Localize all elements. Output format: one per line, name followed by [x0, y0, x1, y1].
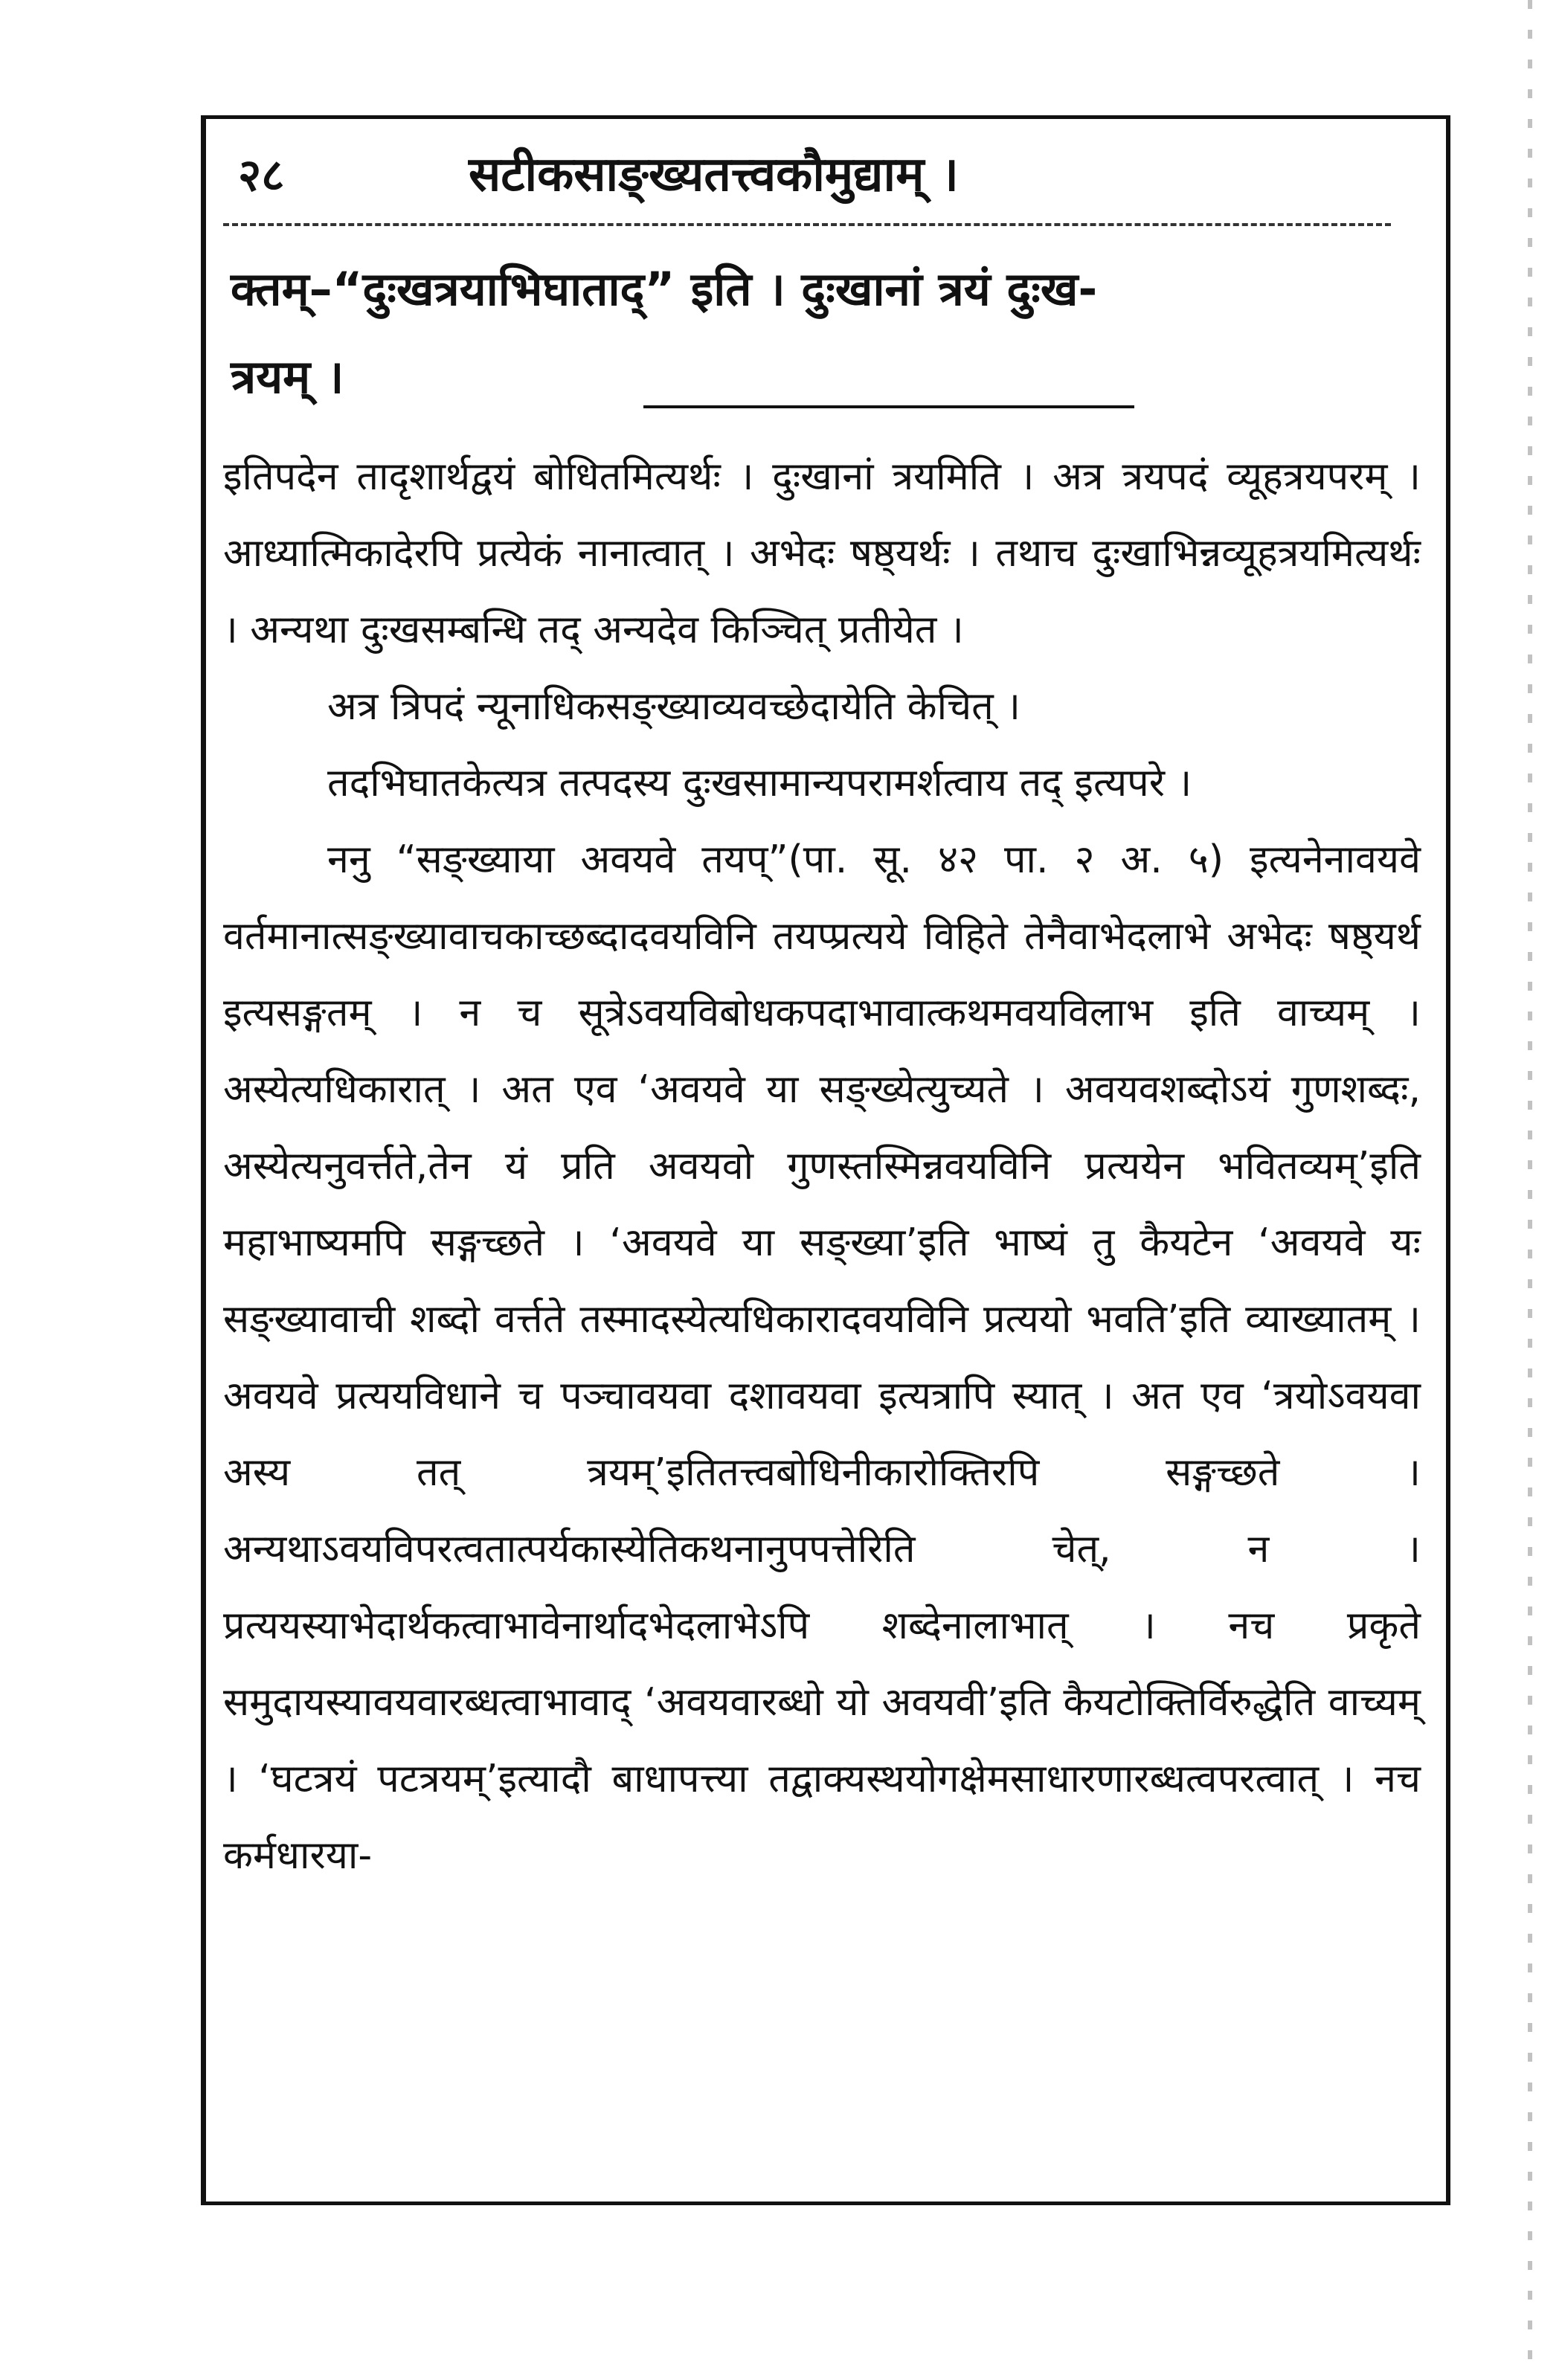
section-divider	[643, 405, 1134, 408]
page-number: २८	[238, 149, 285, 202]
commentary-body	[223, 439, 1421, 1894]
running-title: सटीकसाङ्ख्यतत्त्वकौमुद्याम् ।	[469, 147, 959, 202]
verse-line-2: त्रयम् ।	[231, 350, 344, 404]
commentary-paragraph: अत्र त्रिपदं न्यूनाधिकसङ्ख्याव्यवच्छेदायेति केचित् ।	[327, 684, 1021, 729]
commentary-paragraph: इतिपदेन तादृशार्थद्वयं बोधितमित्यर्थः । दुःखानां त्रयमिति । अत्र त्रयपदं व्यूहत्रयपरम् । आध्यात्मिकादेरपि प्रत्येकं नानात्वात् । अभेदः षष्ठ्यर्थः । तथाच दुःखाभिन्नव्यूहत्रयमित्यर्थः । अन्यथा दुःखसम्बन्धि तद् अन्यदेव किञ्चित् प्रतीयेत ।	[223, 454, 1421, 652]
header-divider	[223, 223, 1391, 226]
commentary-paragraph: ननु “सङ्ख्याया अवयवे तयप्”(पा. सू. ४२ पा. २ अ. ५) इत्यनेनावयवे वर्तमानात्सङ्ख्यावाचकाच्छब्दादवयविनि तयप्प्रत्यये विहिते तेनैवाभेदलाभे अभेदः षष्ठ्यर्थ इत्यसङ्गतम् । न च सूत्रेऽवयविबोधकपदाभावात्कथमवयविलाभ इति वाच्यम् । अस्येत्यधिकारात् । अत एव ‘अवयवे या सङ्ख्येत्युच्यते । अवयवशब्दोऽयं गुणशब्दः, अस्येत्यनुवर्त्तते,तेन यं प्रति अवयवो गुणस्तस्मिन्नवयविनि प्रत्ययेन भवितव्यम्’इति महाभाष्यमपि सङ्गच्छते । ‘अवयवे या सङ्ख्या’इति भाष्यं तु कैयटेन ‘अवयवे यः सङ्ख्यावाची शब्दो वर्त्तते तस्मादस्येत्यधिकारादवयविनि प्रत्ययो भवति’इति व्याख्यातम् । अवयवे प्रत्ययविधाने च पञ्चावयवा दशावयवा इत्यत्रापि स्यात् । अत एव ‘त्रयोऽवयवा अस्य तत् त्रयम्’इतितत्त्वबोधिनीकारोक्तिरपि सङ्गच्छते । अन्यथाऽवयविपरत्वतात्पर्यकास्येतिकथनानुपपत्तेरिति चेत्, न । प्रत्ययस्याभेदार्थकत्वाभावेनार्थादभेदलाभेऽपि शब्देनालाभात् । नच प्रकृते समुदायस्यावयवारब्धत्वाभावाद् ‘अवयवारब्धो यो अवयवी’इति कैयटोक्तिर्विरुद्धेति वाच्यम् । ‘घटत्रयं पटत्रयम्’इत्यादौ बाधापत्त्या तद्वाक्यस्थयोगक्षेमसाधारणारब्धत्वपरत्वात् । नच कर्मधारया-	[223, 837, 1421, 1878]
verse-line-1: क्तम्–“दुःखत्रयाभिघाताद्” इति । दुःखानां त्रयं दुःख-	[231, 262, 1098, 316]
scan-edge-marks	[1528, 0, 1532, 2380]
verse-continuation	[231, 245, 1413, 421]
page-header	[223, 134, 1428, 208]
commentary-paragraph: तदभिघातकेत्यत्र तत्पदस्य दुःखसामान्यपरामर्शत्वाय तद् इत्यपरे ।	[327, 761, 1192, 805]
